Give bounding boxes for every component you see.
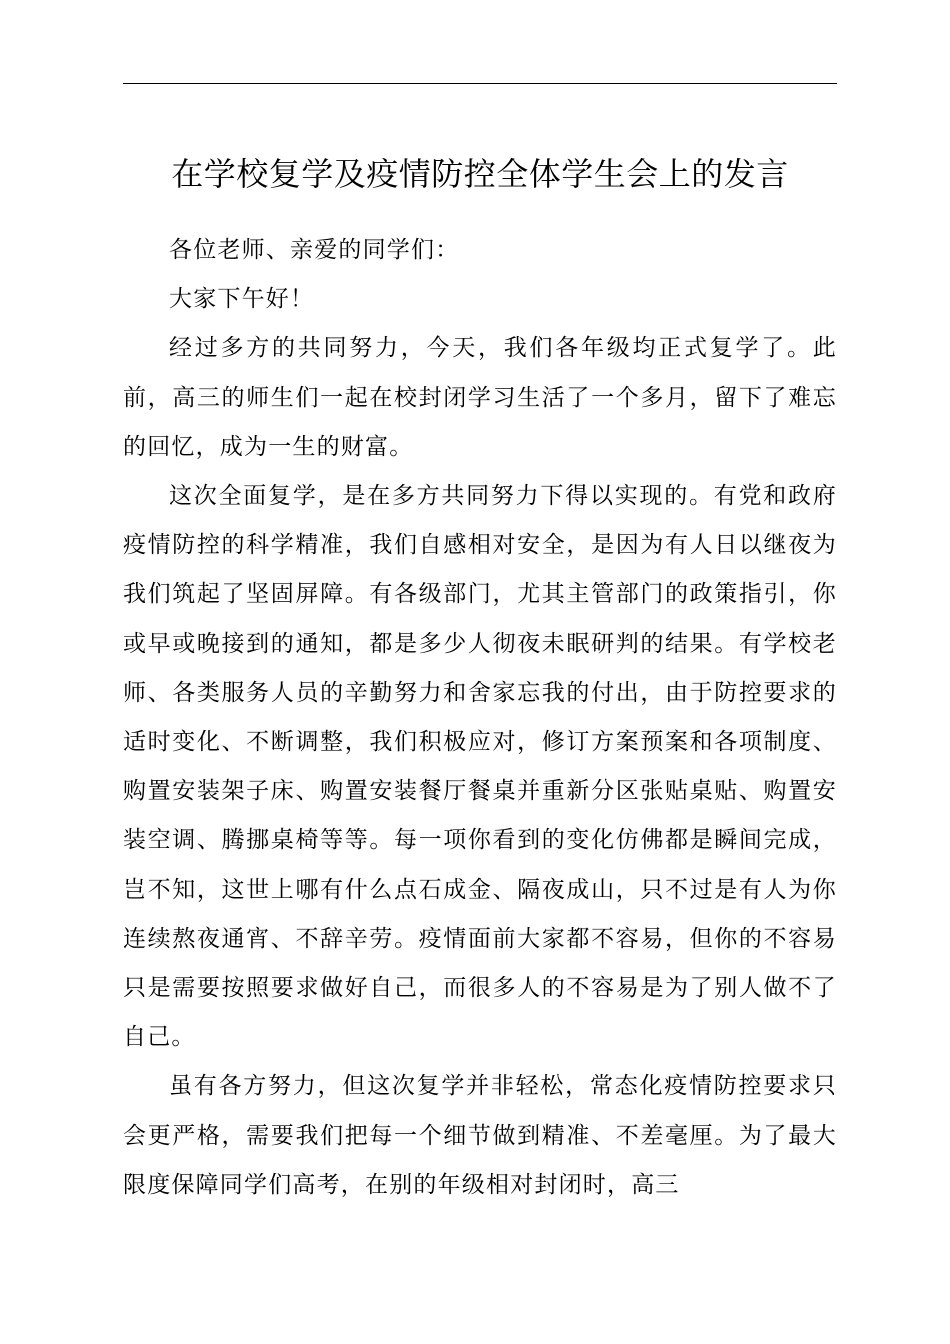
document-body bbox=[123, 226, 837, 1210]
paragraph-2: 这次全面复学，是在多方共同努力下得以实现的。有党和政府疫情防控的科学精准，我们自感相对安全，是因为有人日以继夜为我们筑起了坚固屏障。有各级部门，尤其主管部门的政策指引，你或早或晚接到的通知，都是多少人彻夜未眠研判的结果。有学校老师、各类服务人员的辛勤努力和舍家忘我的付出，由于防控要求的适时变化、不断调整，我们积极应对，修订方案预案和各项制度、购置安装架子床、购置安装餐厅餐桌并重新分区张贴桌贴、购置安装空调、腾挪桌椅等等。每一项你看到的变化仿佛都是瞬间完成，岂不知，这世上哪有什么点石成金、隔夜成山，只不过是有人为你连续熬夜通宵、不辞辛劳。疫情面前大家都不容易，但你的不容易只是需要按照要求做好自己，而很多人的不容易是为了别人做不了自己。 bbox=[123, 483, 837, 1051]
paragraph-salutation: 各位老师、亲爱的同学们： bbox=[169, 237, 460, 263]
paragraph-greeting: 大家下午好！ bbox=[169, 286, 315, 313]
paragraph-1: 经过多方的共同努力，今天，我们各年级均正式复学了。此前，高三的师生们一起在校封闭学习生活了一个多月，留下了难忘的回忆，成为一生的财富。 bbox=[123, 335, 837, 460]
paragraph-3: 虽有各方努力，但这次复学并非轻松，常态化疫情防控要求只会更严格，需要我们把每一个细节做到精准、不差毫厘。为了最大限度保障同学们高考，在别的年级相对封闭时，高三 bbox=[123, 1073, 837, 1198]
header-rule bbox=[123, 83, 837, 84]
document-title: 在学校复学及疫情防控全体学生会上的发言 bbox=[171, 155, 789, 193]
